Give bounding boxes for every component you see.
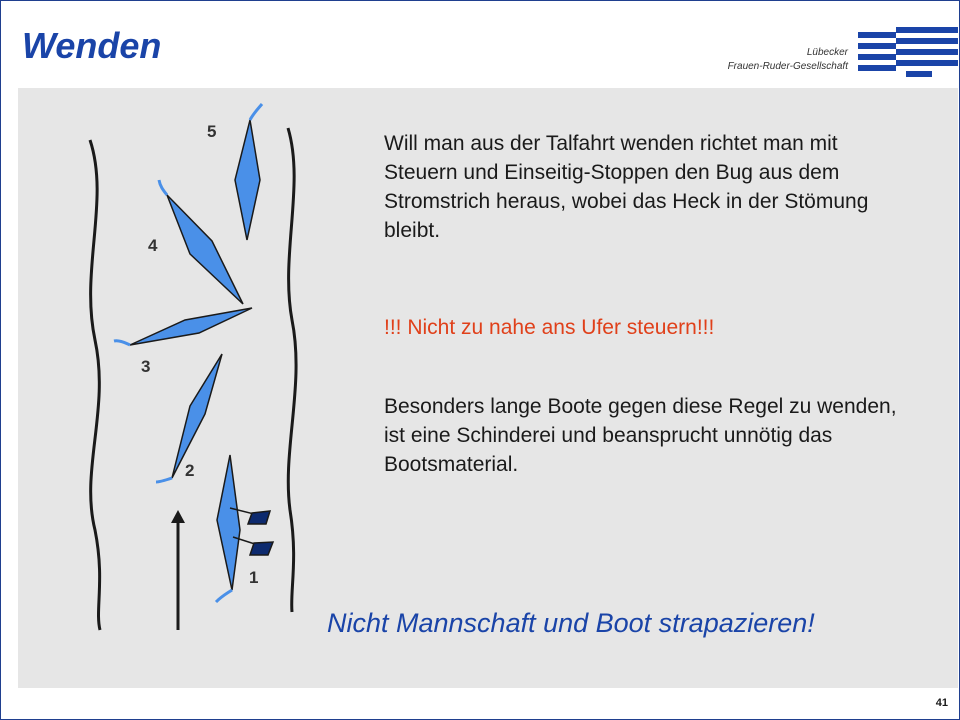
warning-text: !!! Nicht zu nahe ans Ufer steuern!!!	[384, 316, 715, 339]
explanation-paragraph: Will man aus der Talfahrt wenden richtet man mit Steuern und Einseitig-Stoppen den Bug aus dem Stromstrich heraus, wobei das Heck in der Stömung bleibt.	[384, 132, 869, 242]
oar-blade-1	[248, 511, 270, 524]
long-boats-paragraph: Besonders lange Boote gegen diese Regel zu wenden, ist eine Schinderei und beansprucht unnötig das Bootsmaterial.	[384, 395, 897, 476]
boat-position-4	[167, 195, 243, 304]
slogan-text: Nicht Mannschaft und Boot strapazieren!	[327, 608, 815, 638]
right-riverbank	[288, 128, 296, 612]
oar-blade-2	[250, 542, 273, 555]
boat-position-5	[235, 120, 260, 240]
page-number: 41	[935, 697, 948, 709]
step-label-2: 2	[185, 461, 195, 480]
step-label-3: 3	[141, 357, 151, 376]
boat-1-rudder	[216, 590, 232, 602]
step-label-1: 1	[249, 568, 259, 587]
boat-3-rudder	[114, 341, 130, 345]
direction-arrow-head	[171, 510, 185, 523]
org-line-1: Lübecker	[806, 47, 848, 58]
slide-title: Wenden	[22, 25, 162, 66]
step-label-5: 5	[207, 122, 217, 141]
boat-position-2	[172, 354, 222, 478]
boat-5-rudder	[250, 104, 262, 120]
org-line-2: Frauen-Ruder-Gesellschaft	[727, 61, 848, 72]
boat-position-3	[130, 308, 252, 345]
boat-4-rudder	[159, 180, 167, 195]
step-label-4: 4	[148, 236, 158, 255]
boat-2-rudder	[156, 478, 172, 482]
left-riverbank	[90, 140, 100, 630]
boat-position-1	[217, 455, 240, 590]
